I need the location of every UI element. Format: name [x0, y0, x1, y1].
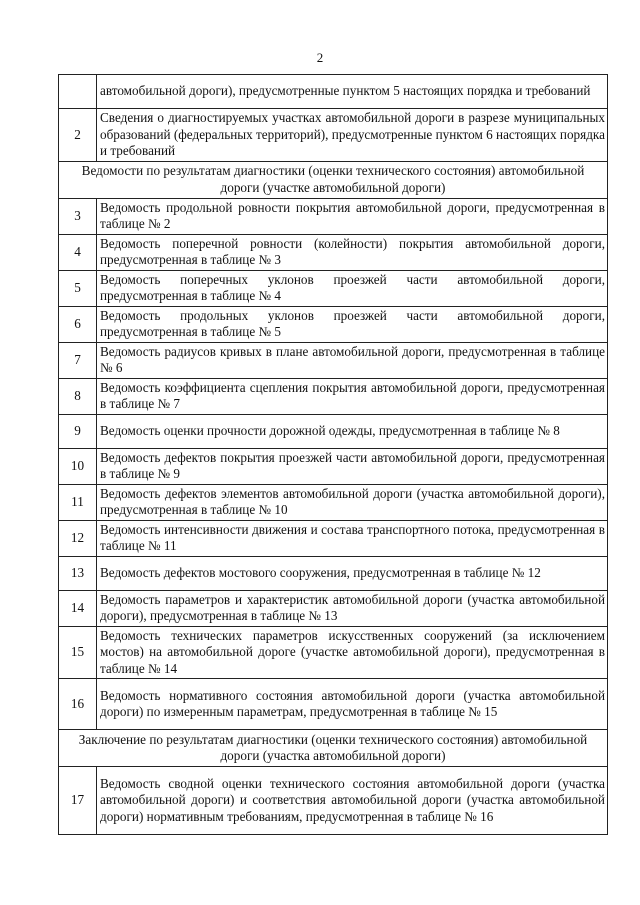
table-row	[59, 448, 608, 484]
row-description: Ведомость нормативного состояния автомобильной дороги (участка автомобильной дороги) по измеренным параметрам, предусмотренная в таблице № 15	[97, 679, 608, 730]
section-heading-row	[59, 730, 608, 767]
row-number: 13	[59, 556, 97, 590]
row-description: Ведомость технических параметров искусственных сооружений (за исключением мостов) на автомобильной дороге (участке автомобильной дороги), предусмотренная в таблице № 14	[97, 626, 608, 679]
row-description: Ведомость интенсивности движения и состава транспортного потока, предусмотренная в таблице № 11	[97, 520, 608, 556]
row-description: Ведомость продольной ровности покрытия автомобильной дороги, предусмотренная в таблице № 2	[97, 198, 608, 234]
page-number: 2	[316, 50, 324, 65]
table-row	[59, 556, 608, 590]
row-number: 9	[59, 414, 97, 448]
row-number: 2	[59, 109, 97, 162]
section-heading-row	[59, 161, 608, 198]
row-description: Ведомость поперечной ровности (колейности) покрытия автомобильной дороги, предусмотренная в таблице № 3	[97, 234, 608, 270]
table-row	[59, 75, 608, 109]
row-number: 11	[59, 484, 97, 520]
table-row	[59, 234, 608, 270]
table-row	[59, 270, 608, 306]
table-row	[59, 342, 608, 378]
section-heading: Заключение по результатам диагностики (оценки технического состояния) автомобильной дороги (участка автомобильной дороги)	[59, 730, 608, 767]
table-row	[59, 198, 608, 234]
table-row	[59, 378, 608, 414]
row-number: 15	[59, 626, 97, 679]
row-description: Ведомость дефектов покрытия проезжей части автомобильной дороги, предусмотренная в таблице № 9	[97, 448, 608, 484]
table-row	[59, 767, 608, 835]
row-description: Ведомость дефектов элементов автомобильной дороги (участка автомобильной дороги), предусмотренная в таблице № 10	[97, 484, 608, 520]
row-number: 12	[59, 520, 97, 556]
row-number: 4	[59, 234, 97, 270]
row-description: Ведомость оценки прочности дорожной одежды, предусмотренная в таблице № 8	[97, 414, 608, 448]
row-description: Ведомость радиусов кривых в плане автомобильной дороги, предусмотренная в таблице № 6	[97, 342, 608, 378]
row-description: Ведомость коэффициента сцепления покрытия автомобильной дороги, предусмотренная в таблице № 7	[97, 378, 608, 414]
section-heading: Ведомости по результатам диагностики (оценки технического состояния) автомобильной дороги (участке автомобильной дороги)	[59, 161, 608, 198]
table-row	[59, 414, 608, 448]
row-number: 5	[59, 270, 97, 306]
table-row	[59, 520, 608, 556]
row-description: Ведомость дефектов мостового сооружения, предусмотренная в таблице № 12	[97, 556, 608, 590]
table-row	[59, 626, 608, 679]
row-description: Ведомость параметров и характеристик автомобильной дороги (участка автомобильной дороги), предусмотренная в таблице № 13	[97, 590, 608, 626]
row-number: 14	[59, 590, 97, 626]
row-number: 3	[59, 198, 97, 234]
row-number: 10	[59, 448, 97, 484]
table-row	[59, 590, 608, 626]
row-number: 17	[59, 767, 97, 835]
row-description: автомобильной дороги), предусмотренные пунктом 5 настоящих порядка и требований	[97, 75, 608, 109]
row-description: Ведомость поперечных уклонов проезжей части автомобильной дороги, предусмотренная в таблице № 4	[97, 270, 608, 306]
row-number: 8	[59, 378, 97, 414]
row-description: Ведомость продольных уклонов проезжей части автомобильной дороги, предусмотренная в таблице № 5	[97, 306, 608, 342]
table-row	[59, 306, 608, 342]
row-description: Ведомость сводной оценки технического состояния автомобильной дороги (участка автомобильной дороги) и соответствия автомобильной дороги (участка автомобильной дороги) нормативным требованиям, предусмотренная в таблице № 16	[97, 767, 608, 835]
documents-table	[58, 74, 608, 835]
row-number: 16	[59, 679, 97, 730]
table-row	[59, 109, 608, 162]
table-row	[59, 679, 608, 730]
row-number	[59, 75, 97, 109]
row-number: 7	[59, 342, 97, 378]
table-row	[59, 484, 608, 520]
row-number: 6	[59, 306, 97, 342]
row-description: Сведения о диагностируемых участках автомобильной дороги в разрезе муниципальных образований (федеральных территорий), предусмотренные пунктом 6 настоящих порядка и требований	[97, 109, 608, 162]
